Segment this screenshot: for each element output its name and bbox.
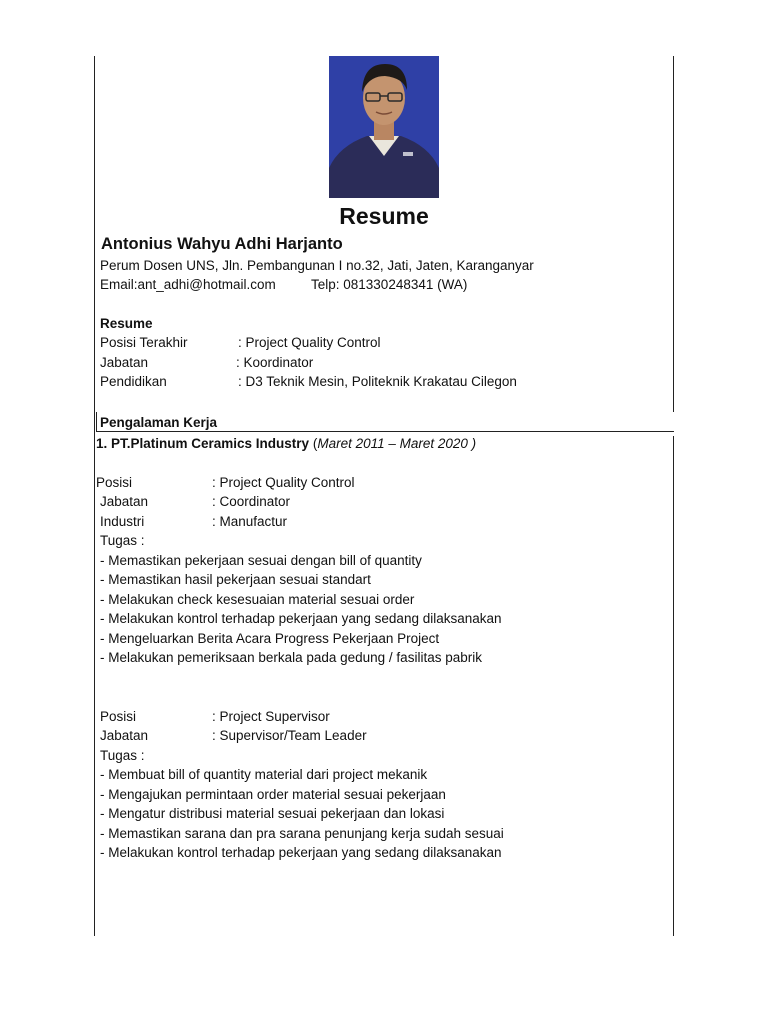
role1-task: - Memastikan hasil pekerjaan sesuai standart — [100, 572, 371, 587]
role1-task: - Melakukan kontrol terhadap pekerjaan yang sedang dilaksanakan — [100, 611, 502, 626]
page-border-left — [94, 56, 95, 936]
role1-value-position: : Project Quality Control — [212, 475, 355, 490]
role2-value-title: : Supervisor/Team Leader — [212, 728, 367, 743]
summary-value-education: : D3 Teknik Mesin, Politeknik Krakatau Cilegon — [238, 374, 517, 389]
role2-task: - Mengatur distribusi material sesuai pekerjaan dan lokasi — [100, 806, 445, 821]
role2-task: - Memastikan sarana dan pra sarana penunjang kerja sudah sesuai — [100, 826, 504, 841]
phone: Telp: 081330248341 (WA) — [311, 277, 468, 292]
role1-value-title: : Coordinator — [212, 494, 291, 509]
role2-value-position: : Project Supervisor — [212, 709, 330, 724]
email: Email:ant_adhi@hotmail.com — [100, 277, 276, 292]
role1-value-industry: : Manufactur — [212, 514, 288, 529]
employment-period: Maret 2011 – Maret 2020 ) — [317, 436, 477, 451]
summary-label-title: Jabatan — [100, 355, 149, 370]
period-open: ( — [309, 436, 318, 451]
role2-task: - Membuat bill of quantity material dari project mekanik — [100, 767, 428, 782]
company-name: 1. PT.Platinum Ceramics Industry — [96, 436, 310, 451]
applicant-name: Antonius Wahyu Adhi Harjanto — [101, 235, 343, 253]
role2-task: - Melakukan kontrol terhadap pekerjaan yang sedang dilaksanakan — [100, 845, 502, 860]
role1-task: - Melakukan pemeriksaan berkala pada gedung / fasilitas pabrik — [100, 650, 482, 665]
role1-task: - Mengeluarkan Berita Acara Progress Pekerjaan Project — [100, 631, 440, 646]
summary-value-position: : Project Quality Control — [238, 335, 381, 350]
role1-task: - Memastikan pekerjaan sesuai dengan bill of quantity — [100, 553, 422, 568]
summary-heading: Resume — [100, 316, 153, 331]
page-border-right-top — [673, 56, 674, 412]
profile-photo — [329, 56, 439, 198]
page-border-right-bottom — [673, 436, 674, 936]
section-box-left — [96, 412, 97, 432]
role2-label-position: Posisi — [100, 709, 137, 724]
resume-title: Resume — [339, 203, 429, 229]
summary-label-education: Pendidikan — [100, 374, 167, 389]
company-line — [96, 436, 476, 452]
section-divider — [96, 431, 674, 432]
role1-tasks-label: Tugas : — [100, 533, 145, 548]
role2-task: - Mengajukan permintaan order material sesuai pekerjaan — [100, 787, 446, 802]
role2-label-title: Jabatan — [100, 728, 149, 743]
role1-label-position: Posisi — [96, 475, 133, 490]
role1-label-title: Jabatan — [100, 494, 149, 509]
role2-tasks-label: Tugas : — [100, 748, 145, 763]
summary-label-position: Posisi Terakhir — [100, 335, 188, 350]
experience-heading: Pengalaman Kerja — [100, 415, 218, 430]
address: Perum Dosen UNS, Jln. Pembangunan I no.32, Jati, Jaten, Karanganyar — [100, 258, 534, 273]
role1-label-industry: Industri — [100, 514, 145, 529]
summary-value-title: : Koordinator — [236, 355, 314, 370]
role1-task: - Melakukan check kesesuaian material sesuai order — [100, 592, 415, 607]
